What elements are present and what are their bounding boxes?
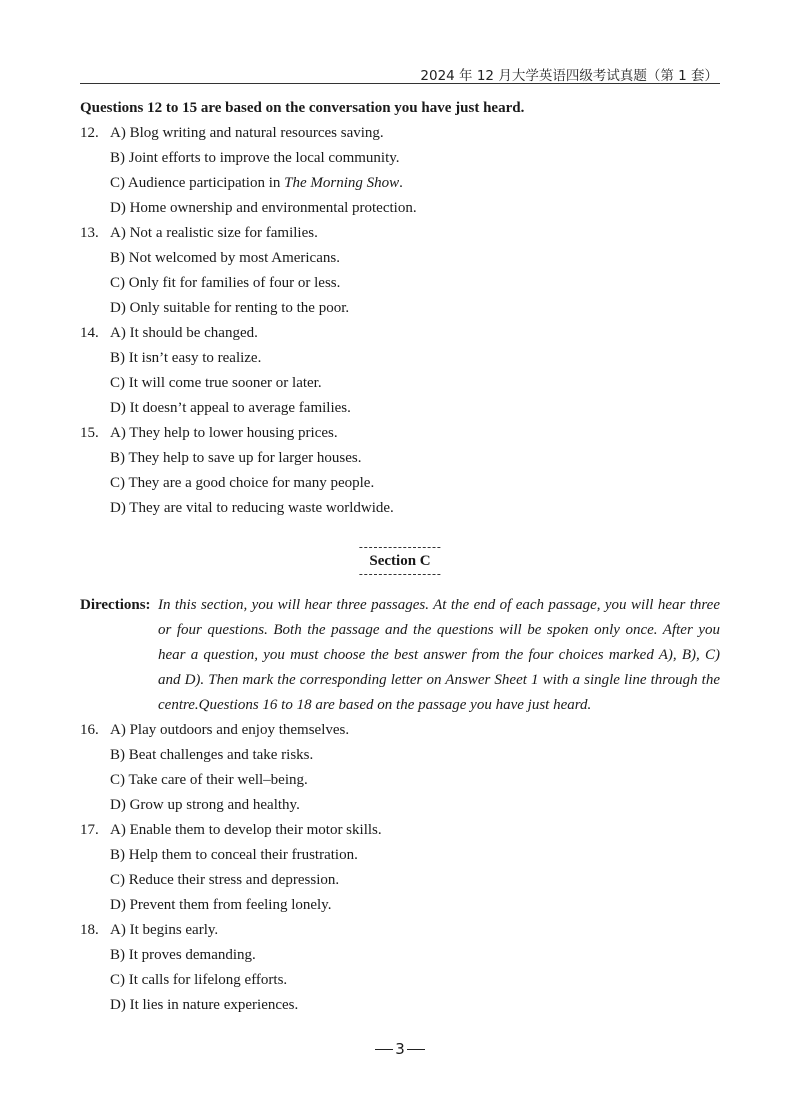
question-number: 14. bbox=[80, 325, 99, 341]
option-a: A) Not a realistic size for families. bbox=[110, 225, 318, 241]
question-number: 16. bbox=[80, 722, 99, 738]
question-18 bbox=[80, 918, 720, 1018]
option-b: B) It isn’t easy to realize. bbox=[110, 350, 262, 366]
option-b: B) They help to save up for larger houses. bbox=[110, 450, 362, 466]
question-number: 12. bbox=[80, 125, 99, 141]
header-title: 2024 年 12 月大学英语四级考试真题（第 1 套） bbox=[420, 68, 718, 84]
option-d: D) Grow up strong and healthy. bbox=[110, 797, 300, 813]
option-a: A) Enable them to develop their motor skills. bbox=[110, 822, 382, 838]
question-16 bbox=[80, 718, 720, 818]
option-c: C) They are a good choice for many people. bbox=[110, 475, 375, 491]
option-b: B) It proves demanding. bbox=[110, 947, 256, 963]
option-a: A) Play outdoors and enjoy themselves. bbox=[110, 722, 350, 738]
option-d: D) Only suitable for renting to the poor. bbox=[110, 300, 350, 316]
option-c: C) Only fit for families of four or less. bbox=[110, 275, 341, 291]
option-b: B) Beat challenges and take risks. bbox=[110, 747, 314, 763]
option-b: B) Joint efforts to improve the local community. bbox=[110, 150, 400, 166]
question-number: 18. bbox=[80, 922, 99, 938]
option-c: C) Take care of their well–being. bbox=[110, 772, 308, 788]
option-c: C) Reduce their stress and depression. bbox=[110, 872, 340, 888]
option-d: D) They are vital to reducing waste worldwide. bbox=[110, 500, 394, 516]
option-b: B) Not welcomed by most Americans. bbox=[110, 250, 340, 266]
option-a: A) They help to lower housing prices. bbox=[110, 425, 338, 441]
page-content bbox=[80, 96, 720, 1018]
question-15 bbox=[80, 421, 720, 521]
option-d: D) It doesn’t appeal to average families. bbox=[110, 400, 351, 416]
directions bbox=[80, 593, 720, 718]
page-footer bbox=[0, 1040, 800, 1058]
option-a: A) It begins early. bbox=[110, 922, 219, 938]
question-13 bbox=[80, 221, 720, 321]
question-number: 17. bbox=[80, 822, 99, 838]
page-number: 3 bbox=[395, 1040, 405, 1058]
question-17 bbox=[80, 818, 720, 918]
option-c: C) It will come true sooner or later. bbox=[110, 375, 322, 391]
question-14 bbox=[80, 321, 720, 421]
footer-dash-left bbox=[375, 1049, 393, 1050]
option-d: D) Home ownership and environmental protection. bbox=[110, 200, 417, 216]
section-title: Section C bbox=[359, 547, 440, 575]
header-rule bbox=[80, 83, 720, 84]
question-12 bbox=[80, 121, 720, 221]
question-number: 15. bbox=[80, 425, 99, 441]
directions-label: Directions: bbox=[80, 597, 151, 613]
option-c: C) Audience participation in The Morning Show. bbox=[110, 175, 403, 191]
show-title: The Morning Show bbox=[284, 175, 400, 191]
option-a: A) Blog writing and natural resources saving. bbox=[110, 125, 384, 141]
questions-instruction: Questions 12 to 15 are based on the conversation you have just heard. bbox=[80, 100, 525, 116]
directions-text: In this section, you will hear three passages. At the end of each passage, you will hear three or four questions. Both the passage and the questions will be spoken only once. After you hear a question, you must choose the best answer from the four choices marked A), B), C) and D). Then mark the corresponding letter on Answer Sheet 1 with a single line through the centre.Questions 16 to 18 are based on the passage you have just heard. bbox=[158, 597, 720, 713]
option-a: A) It should be changed. bbox=[110, 325, 258, 341]
option-b: B) Help them to conceal their frustration. bbox=[110, 847, 358, 863]
option-c: C) It calls for lifelong efforts. bbox=[110, 972, 288, 988]
option-d: D) Prevent them from feeling lonely. bbox=[110, 897, 332, 913]
question-number: 13. bbox=[80, 225, 99, 241]
footer-dash-right bbox=[407, 1049, 425, 1050]
option-d: D) It lies in nature experiences. bbox=[110, 997, 299, 1013]
